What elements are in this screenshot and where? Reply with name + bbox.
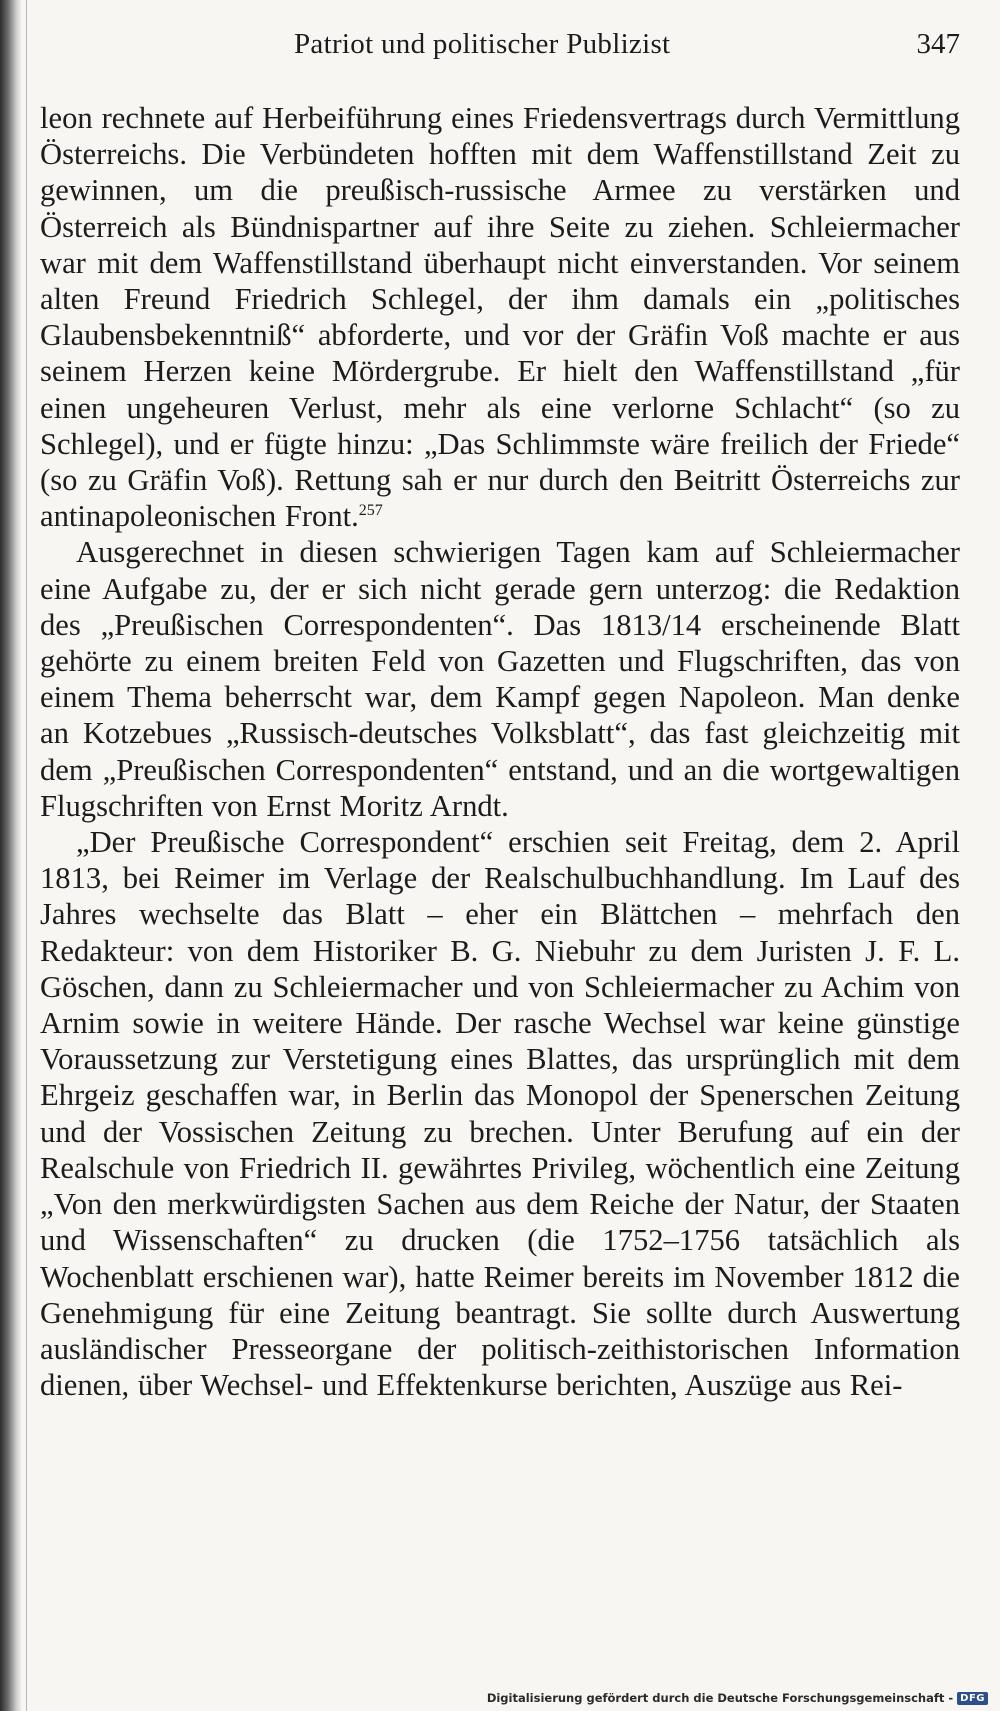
page-number: 347	[916, 28, 960, 60]
footer-credit: Digitalisierung gefördert durch die Deutsche Forschungsgemeinschaft -	[486, 1691, 954, 1705]
footnote-marker[interactable]: 257	[358, 502, 383, 520]
paragraph-2: Ausgerechnet in diesen schwierigen Tagen kam auf Schleiermacher eine Aufgabe zu, der er sich nicht gerade gern unterzog: die Redaktion des „Preußischen Correspondenten“. Das 1813/14 erscheinende Blatt gehörte zu einem breiten Feld von Gazetten und Flugschriften, das von einem Thema beherrscht war, dem Kampf gegen Napoleon. Man denke an Kotzebues „Russisch-deutsches Volksblatt“, das fast gleichzeitig mit dem „Preußischen Correspondenten“ entstand, und an die wortgewaltigen Flugschriften von Ernst Moritz Arndt.	[40, 535, 960, 823]
paragraph-1	[40, 100, 960, 534]
paragraph-3: „Der Preußische Correspondent“ erschien seit Freitag, dem 2. April 1813, bei Reimer im Verlage der Realschulbuchhandlung. Im Lauf des Jahres wechselte das Blatt – eher ein Blättchen – mehrfach den Redakteur: von dem Historiker B. G. Niebuhr zu dem Juristen J. F. L. Göschen, dann zu Schleiermacher und von Schleiermacher zu Achim von Arnim sowie in weitere Hände. Der rasche Wechsel war keine günstige Voraussetzung zur Verstetigung eines Blattes, das ursprünglich mit dem Ehrgeiz geschaffen war, in Berlin das Monopol der Spenerschen Zeitung und der Vossischen Zeitung zu brechen. Unter Berufung auf ein der Realschule von Friedrich II. gewährtes Privileg, wöchentlich eine Zeitung „Von den merkwürdigsten Sachen aus dem Reiche der Natur, der Staaten und Wissenschaften“ zu drucken (die 1752–1756 tatsächlich als Wochenblatt erschienen war), hatte Reimer bereits im November 1812 die Genehmigung für eine Zeitung beantragt. Sie sollte durch Auswertung ausländischer Presseorgane der politisch-zeithistorischen Information dienen, über Wechsel- und Effektenkurse berichten, Auszüge aus Rei-	[40, 825, 960, 1403]
page-gutter-shadow	[0, 0, 22, 1711]
body-text	[40, 100, 960, 1403]
running-title: Patriot und politischer Publizist	[294, 28, 671, 60]
digitization-footer	[487, 1691, 988, 1705]
paragraph-text: leon rechnete auf Herbeiführung eines Friedensvertrags durch Vermittlung Österreichs. Die Verbündeten hofften mit dem Waffenstillstand Zeit zu gewinnen, um die preußisch-russische Armee zu verstärken und Österreich als Bündnispartner auf ihre Seite zu ziehen. Schleiermacher war mit dem Waffenstillstand überhaupt nicht einverstanden. Vor seinem alten Freund Friedrich Schlegel, der ihm damals ein „politisches Glaubensbekenntniß“ abforderte, und vor der Gräfin Voß machte er aus seinem Herzen keine Mördergrube. Er hielt den Waffenstillstand „für einen ungeheuren Verlust, mehr als eine verlorne Schlacht“ (so zu Schlegel), und er fügte hinzu: „Das Schlimmste wäre freilich der Friede“ (so zu Gräfin Voß). Rettung sah er nur durch den Beitritt Österreichs zur antinapoleonischen Front.	[40, 101, 960, 534]
running-header	[40, 28, 960, 68]
dfg-logo-icon: DFG	[957, 1692, 988, 1705]
page-edge-line	[26, 0, 27, 1711]
